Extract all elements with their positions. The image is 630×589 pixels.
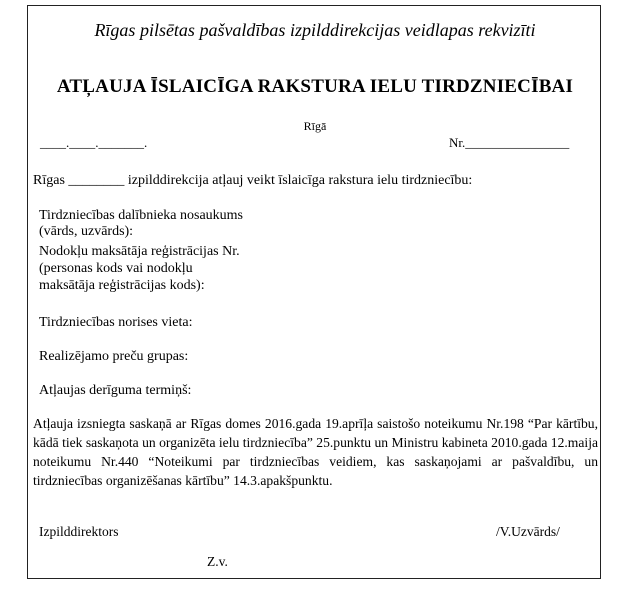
issue-place: Rīgā: [303, 119, 327, 133]
participant-name-label: Tirdzniecības dalībnieka nosaukums: [39, 208, 244, 223]
intro-paragraph: Rīgas ________ izpilddirekcija atļauj veikt īslaicīga rakstura ielu tirdzniecību:: [33, 173, 473, 188]
tax-number-hint-line2: maksātāja reģistrācijas kods):: [39, 278, 205, 293]
legal-basis-paragraph: Atļauja izsniegta saskaņā ar Rīgas domes 2016.gada 19.aprīļa saistošo noteikumu Nr.198 “Par kārtību, kādā tiek saskaņota un organizēta ielu tirdzniecība” 25.punktu un Ministru kabineta 2010.gada 12.maija noteikumu Nr.440 “Noteikumi par tirdzniecības veidiem, kas saskaņojami ar pašvaldību, un tirdzniecības organizēšanas kārtību” 14.3.apakšpunktu.: [33, 416, 598, 488]
signatory-role: Izpilddirektors: [39, 524, 119, 539]
document-title: ATĻAUJA ĪSLAICĪGA RAKSTURA IELU TIRDZNIECĪBAI: [56, 76, 574, 97]
seal-placeholder: Z.v.: [207, 554, 228, 569]
tax-number-label: Nodokļu maksātāja reģistrācijas Nr.: [39, 244, 240, 259]
date-blank: ____.____._______.: [40, 135, 148, 150]
number-blank: Nr.________________: [449, 135, 570, 150]
participant-name-hint: (vārds, uzvārds):: [39, 224, 134, 239]
signatory-name: /V.Uzvārds/: [496, 524, 560, 539]
tax-number-hint-line1: (personas kods vai nodokļu: [39, 261, 193, 276]
goods-label: Realizējamo preču grupas:: [39, 349, 189, 364]
validity-label: Atļaujas derīguma termiņš:: [39, 383, 192, 398]
location-label: Tirdzniecības norises vieta:: [39, 315, 193, 330]
letterhead-requisites: Rīgas pilsētas pašvaldības izpilddirekcijas veidlapas rekvizīti: [94, 20, 536, 40]
